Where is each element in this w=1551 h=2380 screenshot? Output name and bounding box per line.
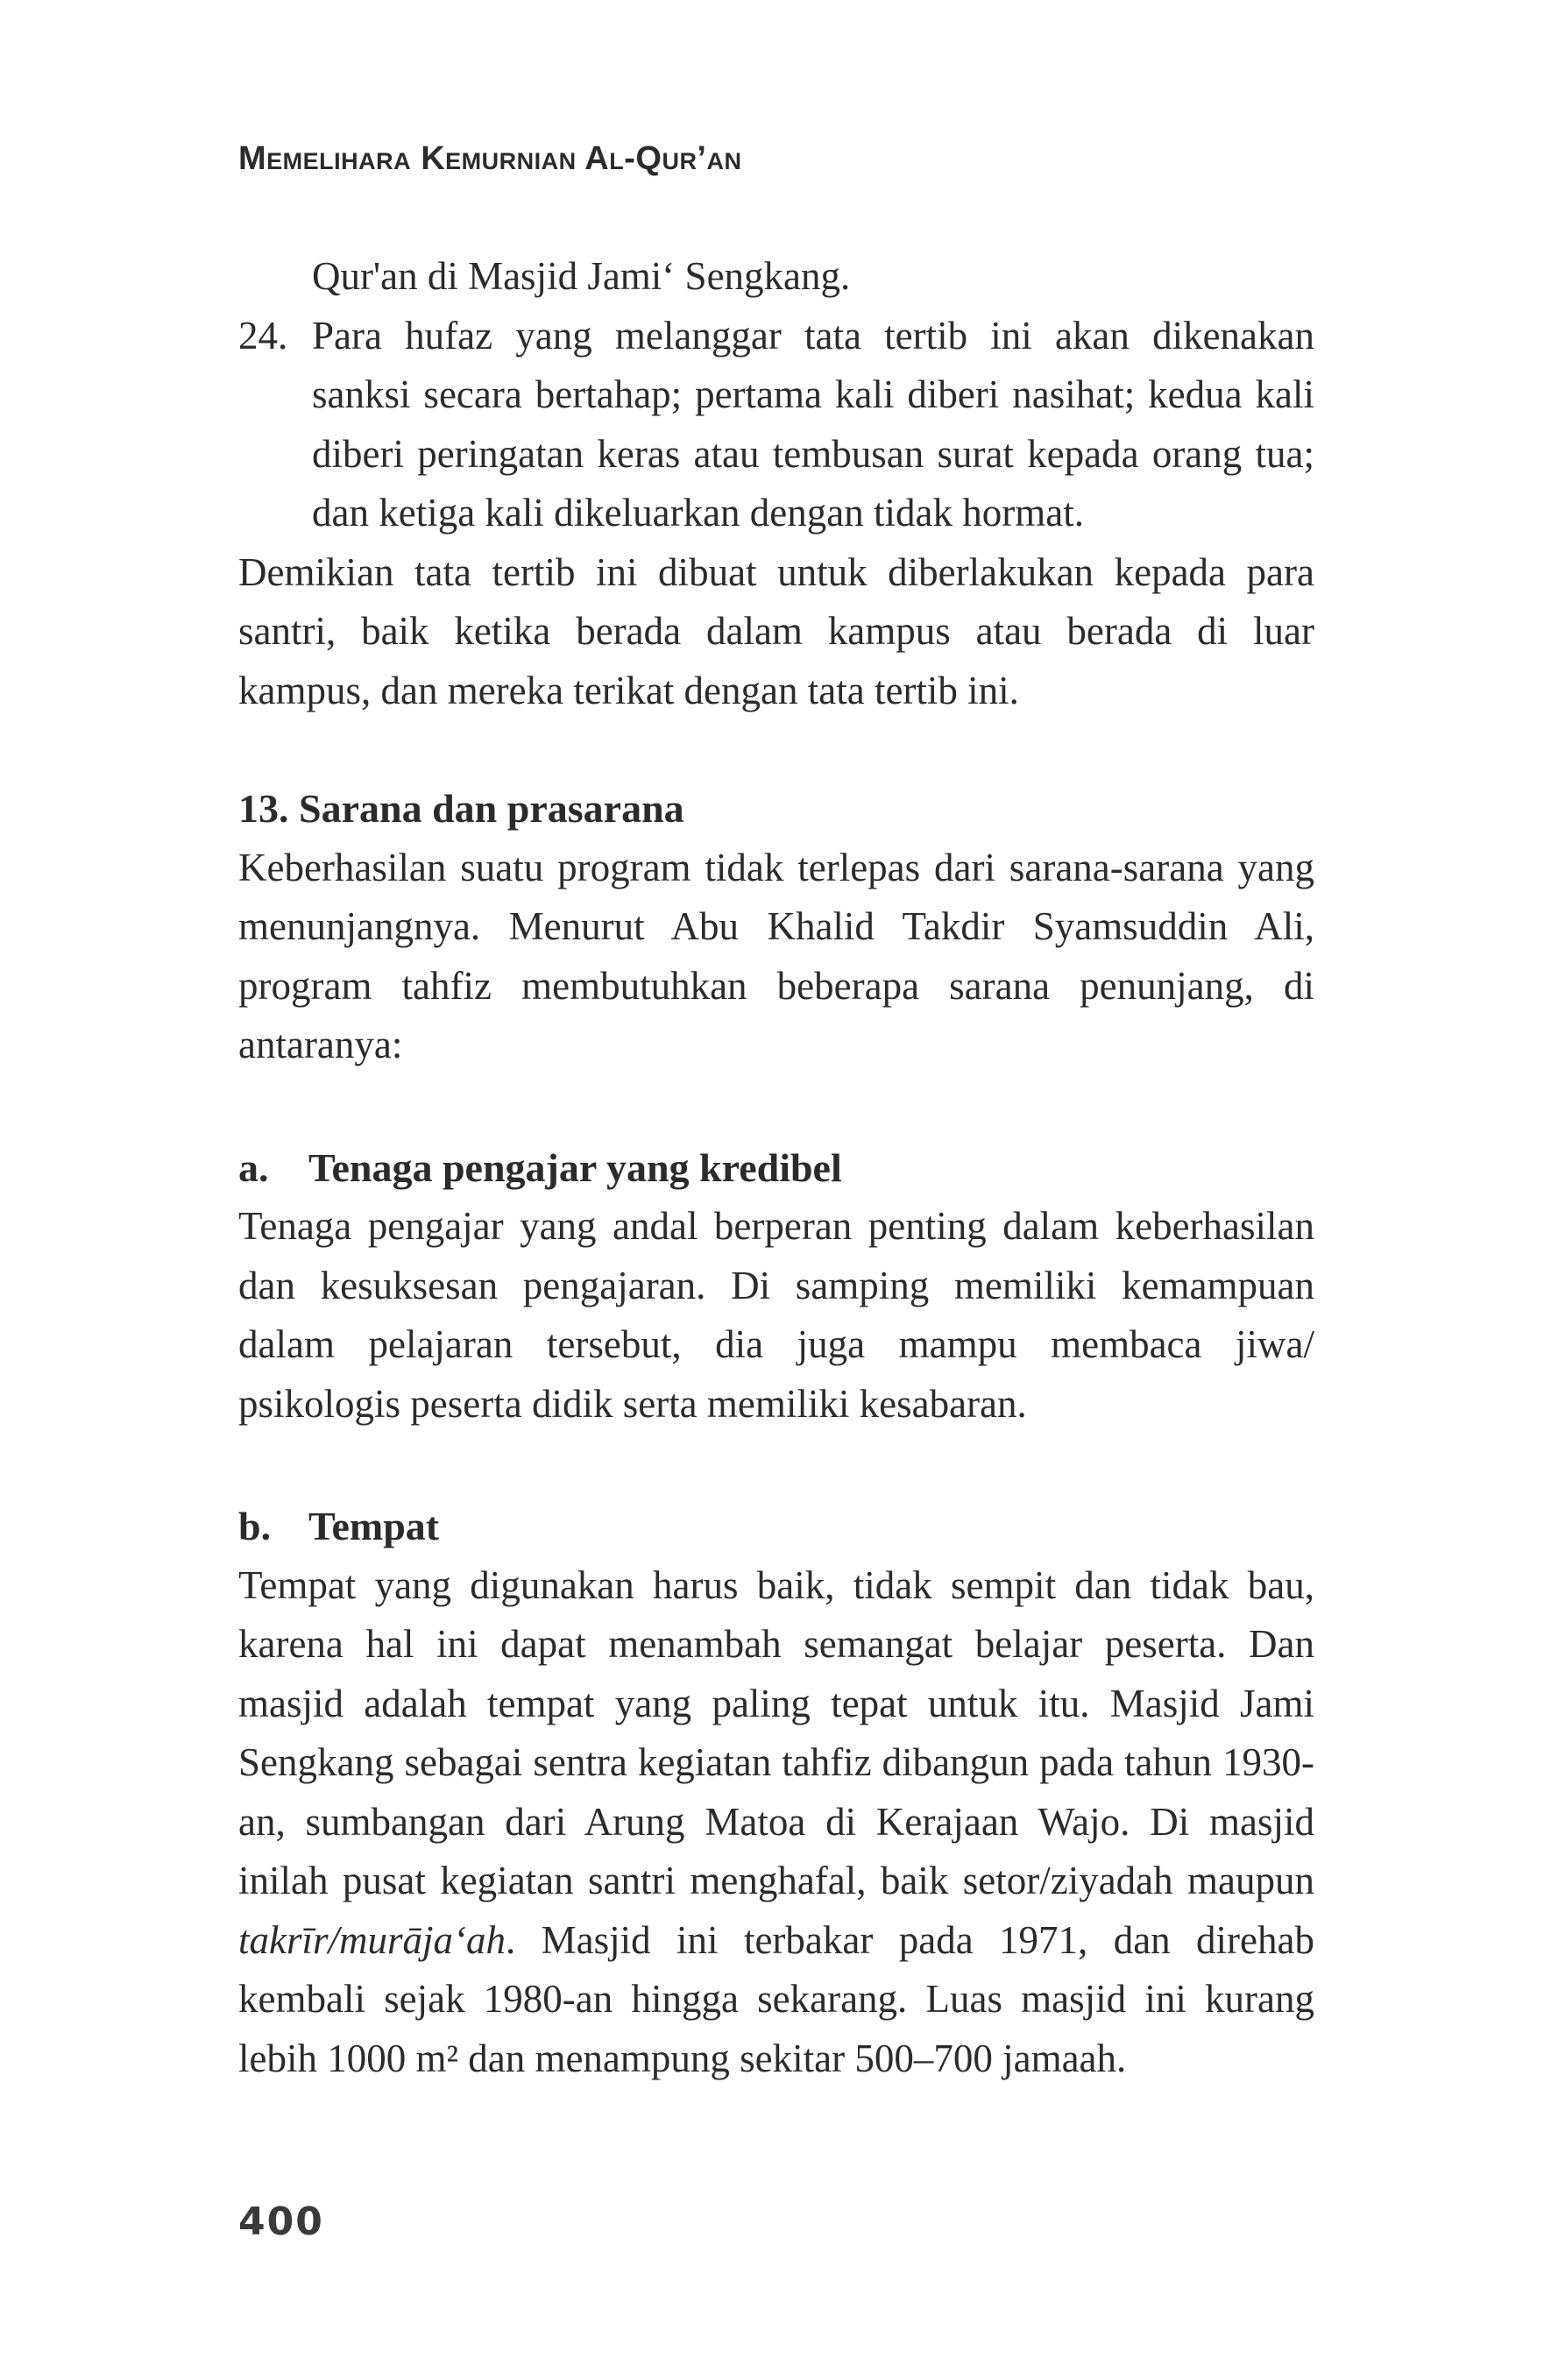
paragraph-text: . Masjid ini terbakar pada 1971, dan direhab kembali sejak 1980-an hingga sekarang. Luas masjid ini kurang lebih 1000 m² dan menampung sekitar 500–700 jamaah. (238, 1917, 1314, 2080)
body-text (238, 247, 1314, 2088)
section-heading-13: 13. Sarana dan prasarana (238, 786, 684, 831)
subsection-heading-a (238, 1138, 1314, 1198)
list-text: Para hufaz yang melanggar tata tertib ini akan dikenakan sanksi secara bertahap; pertama kali diberi nasihat; kedua kali diberi peringatan keras atau tembusan surat kepada orang tua; dan ketiga kali dikeluarkan dengan tidak hormat. (312, 313, 1314, 535)
subsection-b-paragraph (238, 1556, 1314, 2089)
section-13-paragraph: Keberhasilan suatu program tidak terlepas dari sarana-sarana yang menunjangnya. Menurut Abu Khalid Takdir Syamsuddin Ali, program tahfiz membutuhkan beberapa sarana penunjang, di antaranya: (238, 845, 1314, 1066)
subsection-title: Tempat (308, 1504, 440, 1548)
list-number: 24. (238, 313, 288, 358)
subsection-a-paragraph: Tenaga pengajar yang andal berperan penting dalam keberhasilan dan kesuksesan pengajaran. Di samping memiliki kemampuan dalam pelajaran tersebut, dia juga mampu membaca jiwa/ psikologis peserta didik serta memiliki kesabaran. (238, 1204, 1314, 1426)
continued-line: Qur'an di Masjid Jami‘ Sengkang. (312, 254, 851, 298)
list-item-24 (238, 307, 1314, 543)
running-header: Memelihara Kemurnian Al-Qur’an (238, 140, 742, 177)
paragraph-text: Tempat yang digunakan harus baik, tidak sempit dan tidak bau, karena hal ini dapat menambah semangat belajar peserta. Dan masjid adalah tempat yang paling tepat untuk itu. Masjid Jami Sengkang sebagai sentra kegiatan tahfiz dibangun pada tahun 1930-an, sumbangan dari Arung Matoa di Kerajaan Wajo. Di masjid inilah pusat kegiatan santri menghafal, baik setor/ziyadah maupun (238, 1562, 1314, 1902)
subsection-letter: b. (238, 1504, 272, 1548)
subsection-letter: a. (238, 1144, 269, 1190)
italic-term: takrīr/murāja‘ah (238, 1917, 506, 1962)
subsection-heading-b (238, 1497, 1314, 1556)
page-number: 400 (238, 2199, 324, 2244)
closing-paragraph: Demikian tata tertib ini dibuat untuk diberlakukan kepada para santri, baik ketika berada dalam kampus atau berada di luar kampus, dan mereka terikat dengan tata tertib ini. (238, 549, 1314, 712)
subsection-title: Tenaga pengajar yang kredibel (308, 1144, 842, 1190)
